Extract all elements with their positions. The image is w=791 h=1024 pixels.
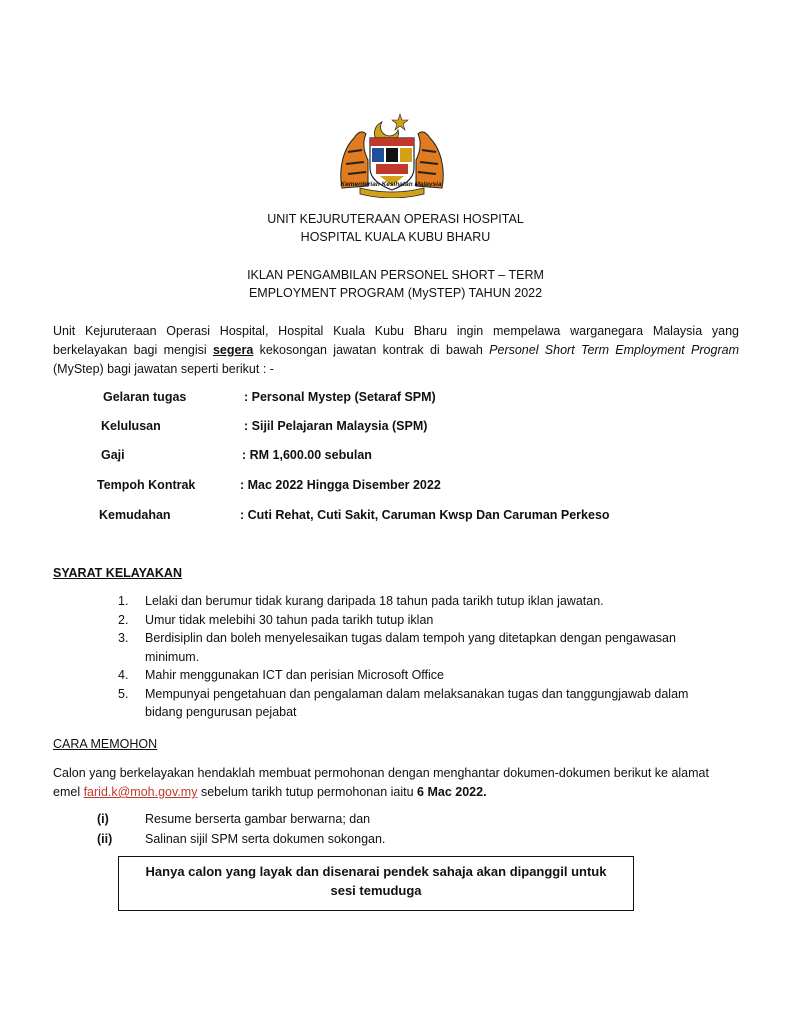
list-item: 5. Mempunyai pengetahuan dan pengalaman dalam melaksanakan tugas dan tanggungjawab dalam bidang pengurusan pejabat	[118, 686, 689, 719]
detail-label: Tempoh Kontrak	[97, 478, 196, 492]
detail-label: Kemudahan	[99, 508, 171, 522]
requirements-heading: SYARAT KELAYAKAN	[53, 566, 182, 580]
document-page: Kementerian Kesihatan Malaysia UNIT KEJURUTERAAN OPERASI HOSPITAL HOSPITAL KUALA KUBU BHARU IKLAN PENGAMBILAN PERSONEL SHORT – TERM EMPLOYMENT PROGRAM (MySTEP) TAHUN 2022 Unit Kejuruteraan Operasi Hospital, Hospital Kuala Kubu Bharu ingin mempelawa warganegara Malaysia yang berkelayakan bagi mengisi segera kekosongan jawatan kontrak di bawah Personel Short Term Employment Program (MyStep) bagi jawatan seperti berikut : - Gelaran tugas : Personal Mystep (Setaraf SPM) Kelulusan : Sijil Pelajaran Malaysia (SPM) Gaji : RM 1,600.00 sebulan Tempoh Kontrak : Mac 2022 Hingga Disember 2022 Kemudahan : Cuti Rehat, Cuti Sakit, Caruman Kwsp Dan Caruman Perkeso SYARAT KELAYAKAN 1. Lelaki dan berumur tidak kurang daripada 18 tahun pada tarikh tutup iklan jawatan. 2. Umur tidak melebihi 30 tahun pada tarikh tutup iklan 3. Berdisiplin dan boleh menyelesaikan tugas dalam tempoh yang ditetapkan dengan pengawasan minimum. 4. Mahir menggunakan ICT dan perisian Microsoft Office 5. Mempunyai pengetahuan dan pengalaman dalam melaksanakan tugas dan tanggungjawab dalam bidang pengurusan pejabat CARA MEMOHON Calon yang berkelayakan hendaklah membuat permohonan dengan menghantar dokumen-dokumen berikut ke alamat emel farid.k@moh.gov.my sebelum tarikh tutup permohonan iaitu 6 Mac 2022. (i) Resume berserta gambar berwarna; dan (ii) Salinan sijil SPM serta dokumen sokongan. Hanya calon yang layak dan disenarai pendek sahaja akan dipanggil untuk sesi temuduga	[0, 0, 791, 1024]
intro-paragraph: Unit Kejuruteraan Operasi Hospital, Hospital Kuala Kubu Bharu ingin mempelawa warganegara Malaysia yang berkelayakan bagi mengisi segera kekosongan jawatan kontrak di bawah Personel Short Term Employment Program (MyStep) bagi jawatan seperti berikut : -	[53, 324, 739, 376]
list-item: 2. Umur tidak melebihi 30 tahun pada tarikh tutup iklan	[118, 612, 434, 627]
email-link[interactable]: farid.k@moh.gov.my	[83, 785, 198, 799]
how-to-apply-heading: CARA MEMOHON	[53, 737, 158, 751]
apply-paragraph: Calon yang berkelayakan hendaklah membuat permohonan dengan menghantar dokumen-dokumen berikut ke alamat emel farid.k@moh.gov.my sebelum tarikh tutup permohonan iaitu 6 Mac 2022.	[53, 766, 709, 799]
unit-name: UNIT KEJURUTERAAN OPERASI HOSPITAL	[267, 212, 524, 226]
detail-value: : Cuti Rehat, Cuti Sakit, Caruman Kwsp Dan Caruman Perkeso	[240, 508, 610, 522]
detail-label: Gaji	[101, 448, 125, 462]
detail-value: : Mac 2022 Hingga Disember 2022	[240, 478, 441, 492]
detail-label: Gelaran tugas	[103, 390, 187, 404]
detail-value: : Sijil Pelajaran Malaysia (SPM)	[244, 419, 428, 433]
detail-value: : Personal Mystep (Setaraf SPM)	[244, 390, 436, 404]
hospital-name: HOSPITAL KUALA KUBU BHARU	[300, 230, 491, 244]
list-item: 4. Mahir menggunakan ICT dan perisian Microsoft Office	[118, 668, 444, 682]
deadline-date: 6 Mac 2022.	[417, 785, 487, 799]
detail-label: Kelulusan	[101, 419, 161, 433]
notice-box: Hanya calon yang layak dan disenarai pendek sahaja akan dipanggil untuk sesi temuduga	[118, 856, 634, 911]
ministry-name: Kementerian Kesihatan Malaysia	[340, 181, 442, 188]
list-item: 3. Berdisiplin dan boleh menyelesaikan tugas dalam tempoh yang ditetapkan dengan pengawasan minimum.	[118, 631, 676, 664]
urgent-emphasis: segera	[212, 343, 254, 357]
detail-value: : RM 1,600.00 sebulan	[242, 448, 372, 462]
requirements-list	[118, 592, 718, 722]
ad-title-line1: IKLAN PENGAMBILAN PERSONEL SHORT – TERM	[247, 268, 544, 282]
list-item: 1. Lelaki dan berumur tidak kurang daripada 18 tahun pada tarikh tutup iklan jawatan.	[118, 594, 604, 608]
ad-title-line2: EMPLOYMENT PROGRAM (MySTEP) TAHUN 2022	[248, 286, 543, 300]
